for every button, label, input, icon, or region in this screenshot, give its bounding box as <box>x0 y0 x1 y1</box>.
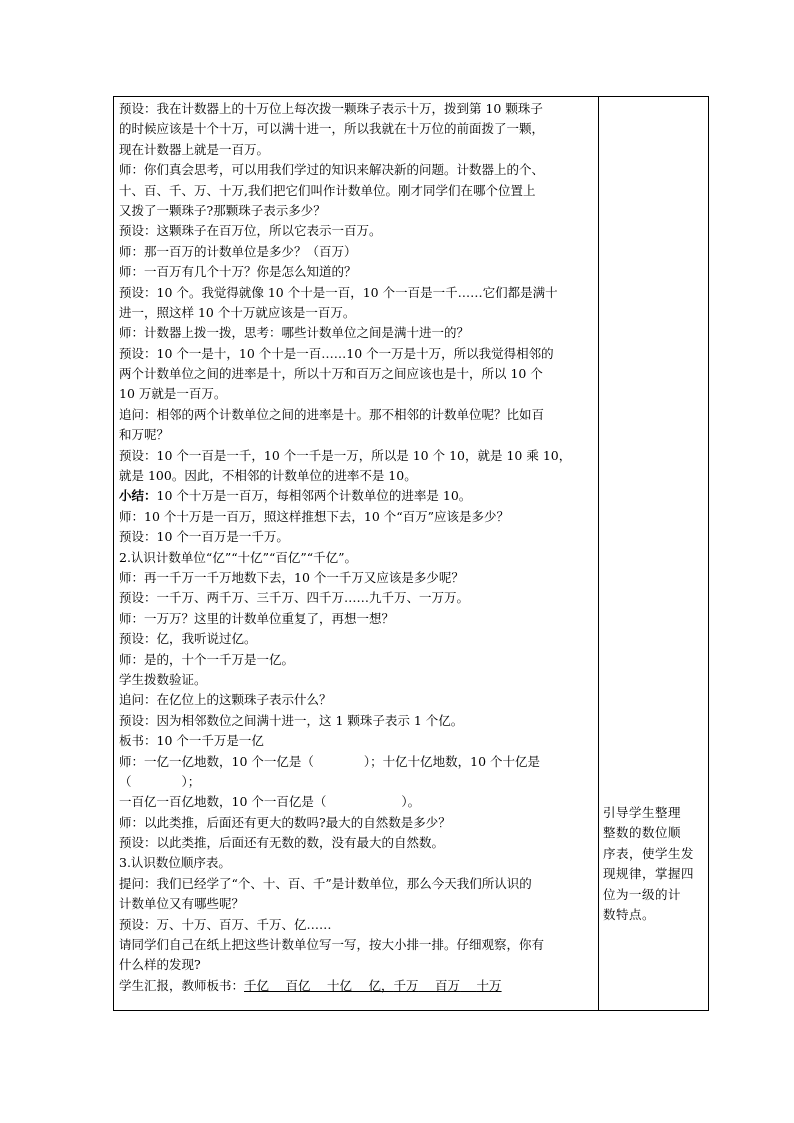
text-line: 3.认识数位顺序表。 <box>119 855 231 871</box>
text-line: 计数单位又有哪些呢？ <box>119 896 245 912</box>
text-line: 追问：在亿位上的这颗珠子表示什么？ <box>119 692 332 708</box>
text-line: 预设：10 个一是十，10 个十是一百……10 个一万是十万，所以我觉得相邻的 <box>119 345 554 361</box>
text-line: 一百亿一百亿地数，10 个一百亿是（ ）。 <box>119 794 421 810</box>
design-intent-cell <box>603 803 703 925</box>
text-line: 师：一百万有几个十万？你是怎么知道的？ <box>119 264 357 280</box>
text-line: 预设：10 个一百是一千，10 个一千是一万，所以是 10 个 10，就是 10 乘 10， <box>119 447 572 463</box>
side-text-line: 位为一级的计 <box>603 886 682 902</box>
text-line: 和万呢？ <box>119 427 170 443</box>
text-line: 预设：我在计数器上的十万位上每次拨一颗珠子表示十万，拨到第 10 颗珠子 <box>119 101 543 116</box>
text-line: 师：那一百万的计数单位是多少？（百万） <box>119 243 357 259</box>
text-line: 预设：一千万、两千万、三千万、四千万……九千万、一万万。 <box>119 590 470 606</box>
place-value-unit: 百万 <box>435 977 461 993</box>
side-text-line: 引导学生整理 <box>603 805 682 820</box>
text-line: 预设：以此类推，后面还有无数的数，没有最大的自然数。 <box>119 835 445 851</box>
text-line: 又拨了一颗珠子?那颗珠子表示多少？ <box>119 202 326 218</box>
text-line: 师：以此类推，后面还有更大的数吗?最大的自然数是多少？ <box>119 814 451 830</box>
side-text-line: 数特点。 <box>603 906 656 922</box>
text-line: 师：再一千万一千万地数下去，10 个一千万又应该是多少呢？ <box>119 569 464 585</box>
text-line: 师：一亿一亿地数，10 个一亿是（ ）；十亿十亿地数，10 个十亿是 <box>119 753 541 769</box>
text-line: 预设：万、十万、百万、千万、亿…… <box>119 916 332 932</box>
teaching-process-cell <box>119 99 597 996</box>
side-text-line: 整数的数位顺 <box>603 825 682 841</box>
text-line: 两个计数单位之间的进率是十，所以十万和百万之间应该也是十，所以 10 个 <box>119 366 543 382</box>
text-line: 进一，照这样 10 个十万就应该是一百万。 <box>119 304 356 320</box>
text-line: 2.认识计数单位“亿”“十亿”“百亿”“千亿”。 <box>119 549 358 565</box>
text-line: 现在计数器上就是一百万。 <box>119 141 270 157</box>
place-value-unit: 十万 <box>476 977 502 993</box>
text-line: （ ）； <box>119 773 201 789</box>
place-value-unit: 千万 <box>393 977 419 993</box>
text-line: 10 万就是一百万。 <box>119 386 227 402</box>
place-value-unit: 亿 <box>368 977 382 993</box>
text-line: 预设：10 个。我觉得就像 10 个十是一百，10 个一百是一千……它们都是满十 <box>119 284 558 300</box>
text-line: 请同学们自己在纸上把这些计数单位写一写，按大小排一排。仔细观察，你有 <box>119 937 545 953</box>
lesson-plan-table <box>113 96 709 1011</box>
board-writing-line: 学生汇报，教师板书：千亿 百亿 十亿 亿，千万 百万 十万 <box>119 977 502 993</box>
summary-label: 小结： <box>119 488 157 504</box>
text-line: 预设：因为相邻数位之间满十进一，这 1 颗珠子表示 1 个亿。 <box>119 712 464 728</box>
text-line: 师：10 个十万是一百万，照这样推想下去，10 个“百万”应该是多少？ <box>119 508 510 524</box>
text-line: 师：你们真会思考，可以用我们学过的知识来解决新的问题。计数器上的个、 <box>119 162 545 178</box>
side-text-line: 现规律，掌握四 <box>603 866 695 882</box>
place-value-unit: 千亿 <box>244 977 270 993</box>
text-line: 什么样的发现? <box>119 957 201 973</box>
text-line: 就是 100。因此，不相邻的计数单位的进率不是 10。 <box>119 468 417 484</box>
text-line: 师：计数器上拨一拨，思考：哪些计数单位之间是满十进一的？ <box>119 325 470 341</box>
text-line: 的时候应该是十个十万，可以满十进一，所以我就在十万位的前面拨了一颗， <box>119 121 545 137</box>
summary-text: 10 个十万是一百万，每相邻两个计数单位的进率是 10。 <box>156 488 472 504</box>
place-value-unit: 十亿 <box>327 977 353 993</box>
text-line: 师：是的，十个一千万是一亿。 <box>119 651 295 667</box>
text-line: 板书：10 个一千万是一亿 <box>119 733 264 749</box>
place-value-unit: 百亿 <box>285 977 311 993</box>
column-divider <box>598 97 599 1010</box>
text-line: 追问：相邻的两个计数单位之间的进率是十。那不相邻的计数单位呢？比如百 <box>119 406 545 422</box>
text-line <box>119 486 597 506</box>
side-text-line: 序表，使学生发 <box>603 845 695 861</box>
text-line: 学生拨数验证。 <box>119 671 207 687</box>
text-line: 十、百、千、万、十万,我们把它们叫作计数单位。刚才同学们在哪个位置上 <box>119 182 536 198</box>
text-line: 预设：亿，我听说过亿。 <box>119 631 257 647</box>
text-line: 提问：我们已经学了“个、十、百、千”是计数单位，那么今天我们所认识的 <box>119 875 532 891</box>
text-line: 预设：这颗珠子在百万位，所以它表示一百万。 <box>119 223 382 239</box>
text-line: 预设：10 个一百万是一千万。 <box>119 529 289 545</box>
text-line: 师：一万万？这里的计数单位重复了，再想一想？ <box>119 610 395 626</box>
board-writing-prefix: 学生汇报，教师板书： <box>119 977 245 993</box>
